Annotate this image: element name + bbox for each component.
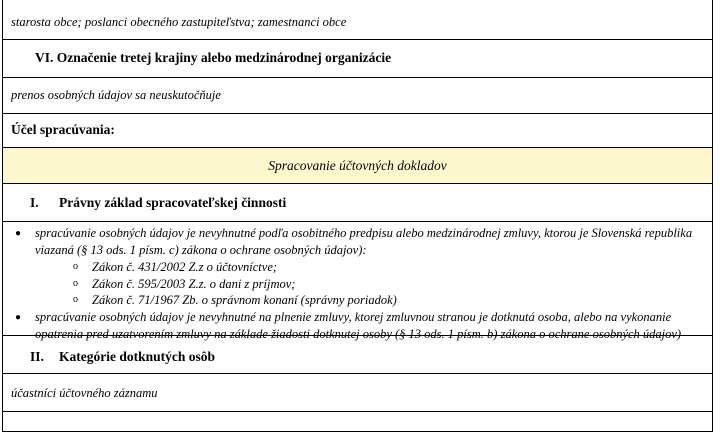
legal-basis-item1-line1: spracúvanie osobných údajov je nevyhnutné podľa osobitného predpisu alebo medzinárodnej zmluvy, ktorou je Slovenská republika xyxy=(35,226,693,240)
subjects-text: účastníci účtovného záznamu xyxy=(11,386,158,400)
legal-acts-sublist xyxy=(35,259,703,309)
list-item xyxy=(3,225,703,309)
transfer-row xyxy=(2,78,713,114)
section-ii-row xyxy=(2,336,713,374)
legal-basis-item2-line2: opatrenia pred uzatvorením zmluvy na základe žiadosti dotknutej osoby (§ 13 ods. 1 písm. b) zákona o ochrane osobných údajov) xyxy=(35,326,682,341)
list-item xyxy=(35,276,703,293)
purpose-banner-row xyxy=(2,148,713,184)
legal-act-income-tax: Zákon č. 595/2003 Z.z. o dani z príjmov; xyxy=(92,276,296,291)
circle-bullet-icon: o xyxy=(73,277,78,289)
section-ii-number: II. xyxy=(30,349,44,364)
purpose-label-row xyxy=(2,114,713,148)
section-vi-heading: VI. Označenie tretej krajiny alebo medzinárodnej organizácie xyxy=(35,50,392,65)
bullet-icon: ● xyxy=(15,228,22,239)
next-row xyxy=(2,412,713,432)
recipients-row xyxy=(2,0,713,40)
legal-basis-row xyxy=(2,222,713,341)
transfer-text: prenos osobných údajov sa neuskutočňuje xyxy=(11,88,221,102)
document-page xyxy=(2,0,715,420)
legal-act-accounting: Zákon č. 431/2002 Z.z o účtovníctve; xyxy=(92,260,278,274)
purpose-label: Účel spracúvania: xyxy=(11,122,115,137)
subjects-row xyxy=(2,374,713,412)
section-ii-heading: Kategórie dotknutých osôb xyxy=(59,349,216,364)
section-i-number: I. xyxy=(30,195,39,210)
legal-basis-item1-line2: viazaná (§ 13 ods. 1 písm. c) zákona o ochrane osobných údajov): xyxy=(35,243,367,257)
legal-basis-list xyxy=(3,225,703,343)
bullet-icon: ● xyxy=(15,311,22,323)
section-i-row xyxy=(2,184,713,222)
legal-act-administrative: Zákon č. 71/1967 Zb. o správnom konaní (správny poriadok) xyxy=(92,293,397,307)
purpose-banner-title: Spracovanie účtovných dokladov xyxy=(268,158,447,173)
recipients-text: starosta obce; poslanci obecného zastupiteľstva; zamestnanci obce xyxy=(11,15,347,29)
circle-bullet-icon: o xyxy=(73,294,78,305)
list-item xyxy=(35,259,703,276)
legal-basis-item2-line1: spracúvanie osobných údajov je nevyhnutné na plnenie zmluvy, ktorej zmluvnou stranou je dotknutá osoba, alebo na vykonanie xyxy=(35,309,672,324)
circle-bullet-icon: o xyxy=(73,261,78,272)
list-item xyxy=(35,292,703,309)
section-i-heading: Právny základ spracovateľskej činnosti xyxy=(59,195,287,210)
section-vi-row xyxy=(2,40,713,78)
